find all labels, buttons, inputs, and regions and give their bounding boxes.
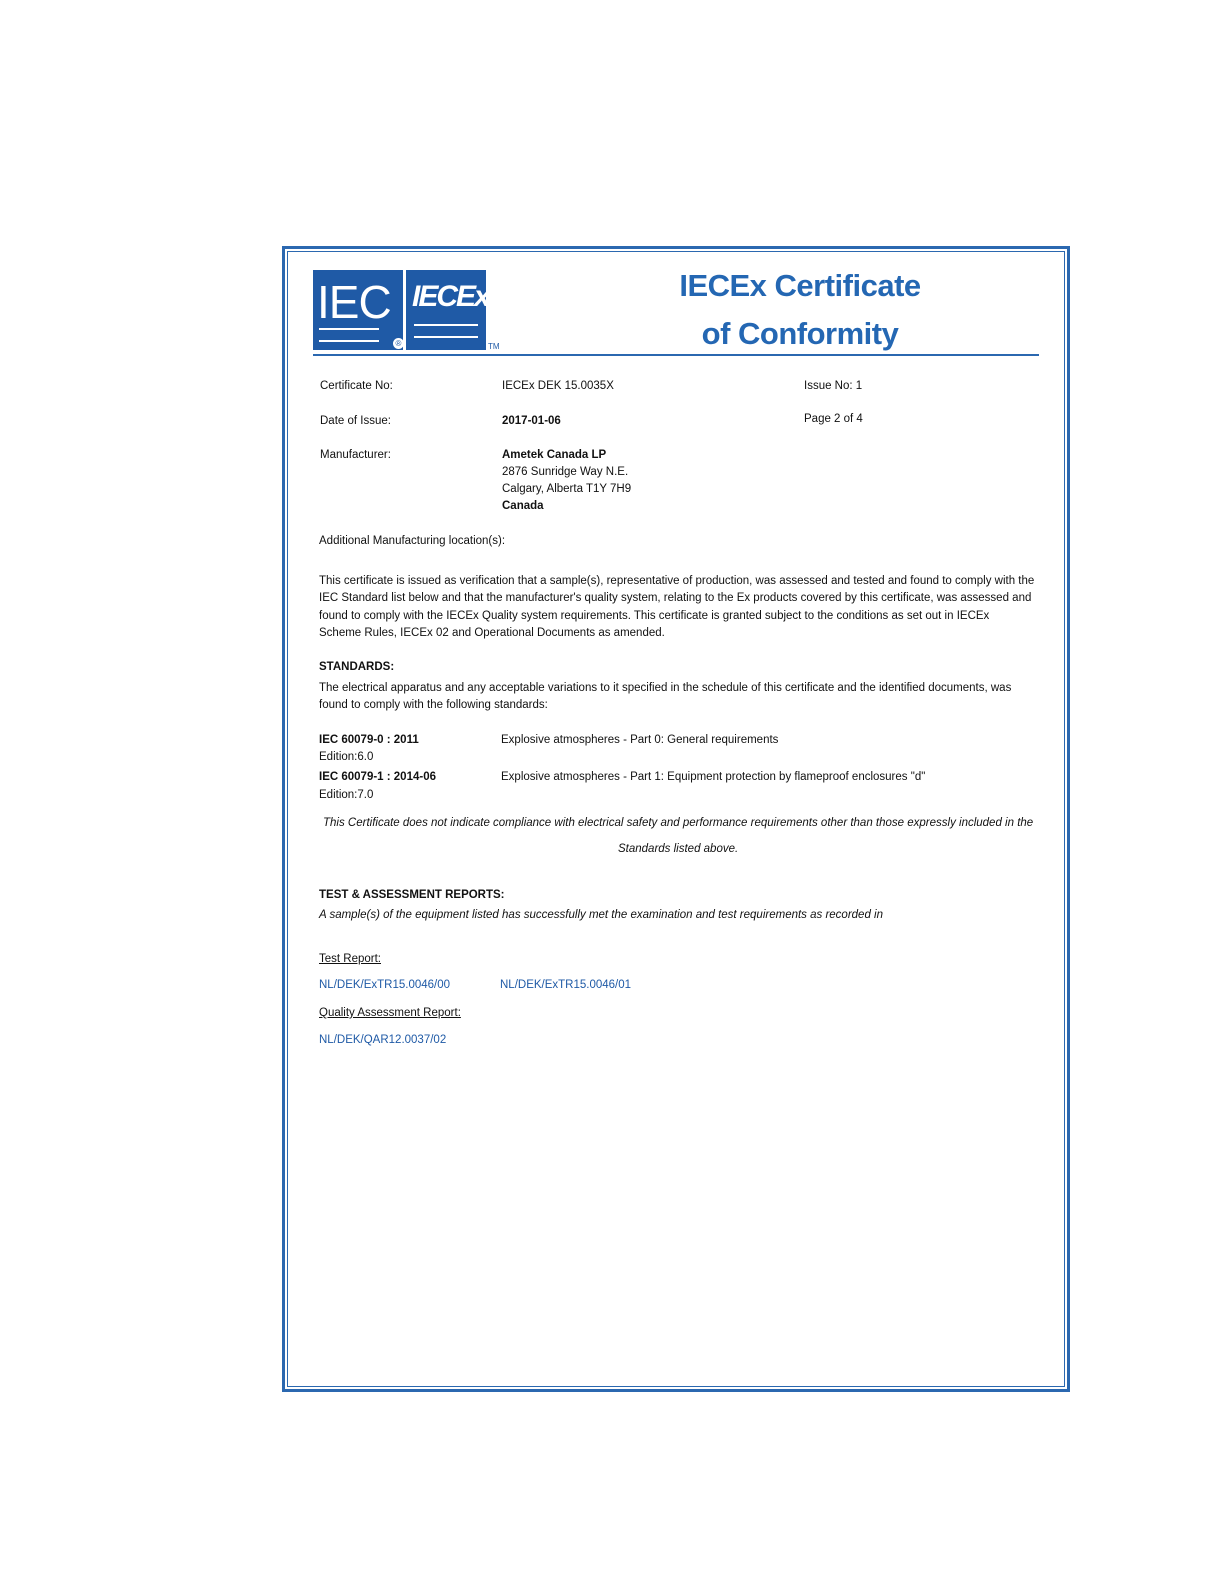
qar-label: Quality Assessment Report: <box>319 1007 461 1019</box>
manufacturer-name: Ametek Canada LP <box>502 449 607 461</box>
standards-intro-line: found to comply with the following standards: <box>319 699 548 712</box>
standards-intro <box>319 680 1039 715</box>
trademark-mark: TM <box>488 342 500 351</box>
compliance-note-line-1: This Certificate does not indicate compliance with electrical safety and performance requirements other than those expressly included in the <box>323 817 1034 829</box>
intro-line: This certificate is issued as verification that a sample(s), representative of production, was assessed and tested and found to comply with the <box>319 575 1035 587</box>
manufacturer-label: Manufacturer: <box>320 449 391 461</box>
reports-intro: A sample(s) of the equipment listed has successfully met the examination and test requirements as recorded in <box>319 909 883 921</box>
standard-description: Explosive atmospheres - Part 1: Equipment protection by flameproof enclosures "d" <box>501 771 926 783</box>
manufacturer-address-2: Calgary, Alberta T1Y 7H9 <box>502 483 632 495</box>
iecex-logo <box>406 270 489 350</box>
date-of-issue-label: Date of Issue: <box>320 415 391 427</box>
intro-line: found to comply with the IECEx Quality system requirements. This certificate is granted subject to the conditions as set out in IECEx <box>319 609 990 622</box>
title-line-2: of Conformity <box>701 316 899 351</box>
standards-intro-line: The electrical apparatus and any acceptable variations to it specified in the schedule of this certificate and the identified documents, was <box>319 682 1012 694</box>
manufacturer-country: Canada <box>502 500 544 512</box>
date-of-issue-value: 2017-01-06 <box>502 415 561 427</box>
issue-no: Issue No: 1 <box>804 380 863 392</box>
standards-heading: STANDARDS: <box>319 661 395 673</box>
reports-heading: TEST & ASSESSMENT REPORTS: <box>319 889 505 901</box>
standard-code: IEC 60079-1 : 2014-06 <box>319 771 436 783</box>
iec-logo-lines <box>319 328 379 342</box>
registered-mark: ® <box>393 338 404 349</box>
page-number: Page 2 of 4 <box>804 413 863 425</box>
intro-line: IEC Standard list below and that the manufacturer's quality system, relating to the Ex products covered by this certificate, was assessed and <box>319 592 1032 605</box>
qar-link[interactable]: NL/DEK/QAR12.0037/02 <box>319 1034 447 1046</box>
standard-edition: Edition:7.0 <box>319 789 374 801</box>
standard-description: Explosive atmospheres - Part 0: General requirements <box>501 734 779 746</box>
iec-logo <box>313 270 403 350</box>
certificate-no-value: IECEx DEK 15.0035X <box>502 380 614 392</box>
test-report-link[interactable]: NL/DEK/ExTR15.0046/00 <box>319 979 451 991</box>
test-report-link[interactable]: NL/DEK/ExTR15.0046/01 <box>500 979 632 991</box>
intro-line: Scheme Rules, IECEx 02 and Operational Documents as amended. <box>319 626 665 639</box>
standard-code: IEC 60079-0 : 2011 <box>319 734 419 746</box>
standard-edition: Edition:6.0 <box>319 751 374 763</box>
iec-logo-text: IEC <box>317 276 391 328</box>
header-rule <box>313 354 1039 356</box>
certificate-no-label: Certificate No: <box>320 380 393 392</box>
test-report-label: Test Report: <box>319 953 381 965</box>
iecex-logo-text: IECEx <box>412 280 489 313</box>
page-title <box>640 262 960 358</box>
additional-locations-label: Additional Manufacturing location(s): <box>319 535 506 547</box>
compliance-note-line-2: Standards listed above. <box>618 843 739 855</box>
iecex-logo-lines <box>414 324 478 338</box>
intro-paragraph <box>319 573 1039 642</box>
title-line-1: IECEx Certificate <box>679 268 921 303</box>
manufacturer-address-1: 2876 Sunridge Way N.E. <box>502 466 629 478</box>
